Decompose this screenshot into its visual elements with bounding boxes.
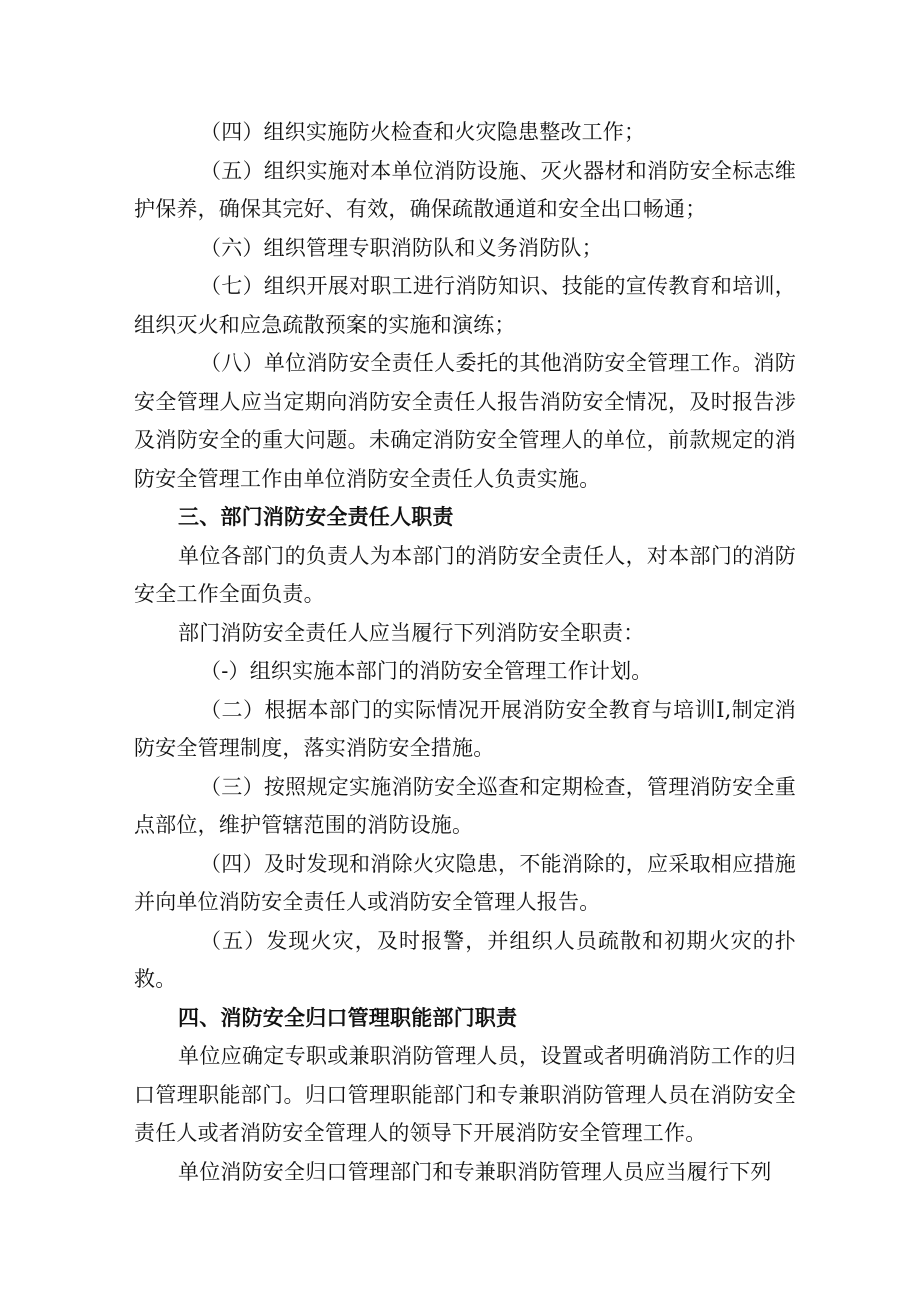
list-item-second-education: （二）根据本部门的实际情况开展消防安全教育与培训I,制定消防安全管理制度，落实消防安全措施。	[134, 697, 796, 760]
list-item-fifth-maintenance: （五）组织实施对本单位消防设施、灭火器材和消防安全标志维护保养，确保其完好、有效，确保疏散通道和安全出口畅通；	[134, 158, 796, 221]
list-item-fourth-fire-inspection: （四）组织实施防火检查和火灾隐患整改工作；	[200, 120, 646, 144]
list-item-third-inspection: （三）按照规定实施消防安全巡查和定期检查，管理消防安全重点部位，维护管辖范围的消防设施。	[134, 774, 796, 837]
list-item-seventh-training: （七）组织开展对职工进行消防知识、技能的宣传教育和培训，组织灭火和应急疏散预案的实施和演练；	[134, 274, 796, 337]
list-item-first-plan: （-）组织实施本部门的消防安全管理工作计划。	[200, 659, 653, 683]
section-heading-management-department: 四、消防安全归口管理职能部门职责	[178, 1004, 518, 1030]
paragraph-management-department: 单位应确定专职或兼职消防管理人员，设置或者明确消防工作的归口管理职能部门。归口管理职能部门和专兼职消防管理人员在消防安全责任人或者消防安全管理人的领导下开展消防安全管理工作。	[134, 1044, 796, 1145]
list-item-eighth-delegated-work: （八）单位消防安全责任人委托的其他消防安全管理工作。消防安全管理人应当定期向消防安全责任人报告消防安全情况，及时报告涉及消防安全的重大问题。未确定消防安全管理人的单位，前款规定的消防安全管理工作由单位消防安全责任人负责实施。	[134, 351, 796, 491]
list-item-fourth-hazards: （四）及时发现和消除火灾隐患，不能消除的，应采取相应措施并向单位消防安全责任人或消防安全管理人报告。	[134, 851, 796, 914]
document-body	[134, 113, 796, 1191]
list-item-fifth-alarm: （五）发现火灾，及时报警，并组织人员疏散和初期火灾的扑救。	[134, 928, 796, 991]
paragraph-department-duties-intro: 部门消防安全责任人应当履行下列消防安全职责：	[178, 620, 645, 645]
list-item-sixth-fire-brigade: （六）组织管理专职消防队和义务消防队；	[200, 235, 603, 260]
paragraph-department-responsibility: 单位各部门的负责人为本部门的消防安全责任人，对本部门的消防安全工作全面负责。	[134, 543, 796, 606]
section-heading-department-duties: 三、部门消防安全责任人职责	[178, 504, 454, 529]
paragraph-management-duties-intro: 单位消防安全归口管理部门和专兼职消防管理人员应当履行下列	[178, 1159, 772, 1184]
